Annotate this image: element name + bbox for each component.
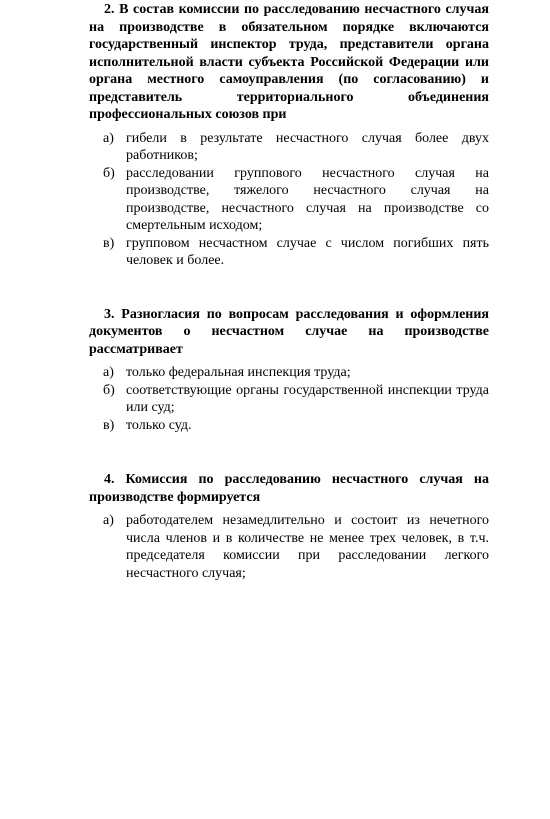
option-letter: б): [103, 165, 115, 181]
option-letter: а): [103, 365, 114, 380]
option-text: гибели в результате несчастного случая более двух работников;: [126, 130, 489, 163]
option-letter: в): [103, 235, 115, 251]
answer-option-a[interactable]: [89, 130, 489, 165]
question-4: [89, 471, 489, 582]
option-letter: а): [103, 513, 114, 528]
option-text: только суд.: [126, 417, 192, 433]
question-text: 2. В состав комиссии по расследованию несчастного случая на производстве в обязательном порядке включаются государственный инспектор труда, представители органа исполнительной власти субъекта Российской Федерации или органа местного самоуправления (по согласованию) и представитель территориального объединения профессиональных союзов при: [89, 2, 489, 122]
question-2: [89, 1, 489, 270]
option-text: только федеральная инспекция труда;: [126, 365, 351, 380]
option-letter: а): [103, 130, 114, 146]
answer-options: [89, 512, 489, 582]
question-text: 4. Комиссия по расследованию несчастного случая на производстве формируется: [89, 472, 489, 505]
answer-options: [89, 130, 489, 270]
question-text: 3. Разногласия по вопросам расследования и оформления документов о несчастном случае на производстве рассматривает: [89, 306, 489, 357]
option-text: работодателем незамедлительно и состоит из нечетного числа членов и в количестве не менее трех человек, в т.ч. председателя комиссии при расследовании легкого несчастного случая;: [126, 513, 489, 581]
option-text: расследовании группового несчастного случая на производстве, тяжелого несчастного случая на производстве, несчастного случая на производстве со смертельным исходом;: [126, 165, 489, 233]
answer-option-b[interactable]: [89, 382, 489, 417]
answer-option-a[interactable]: [89, 512, 489, 582]
option-text: соответствующие органы государственной инспекции труда или суд;: [126, 382, 489, 415]
answer-option-c[interactable]: [89, 235, 489, 270]
document-page: [89, 1, 489, 582]
question-3: [89, 306, 489, 435]
answer-options: [89, 364, 489, 434]
answer-option-c[interactable]: [89, 417, 489, 435]
answer-option-a[interactable]: [89, 364, 489, 382]
option-letter: в): [103, 417, 115, 433]
answer-option-b[interactable]: [89, 165, 489, 235]
option-letter: б): [103, 382, 115, 398]
option-text: групповом несчастном случае с числом погибших пять человек и более.: [126, 235, 489, 268]
